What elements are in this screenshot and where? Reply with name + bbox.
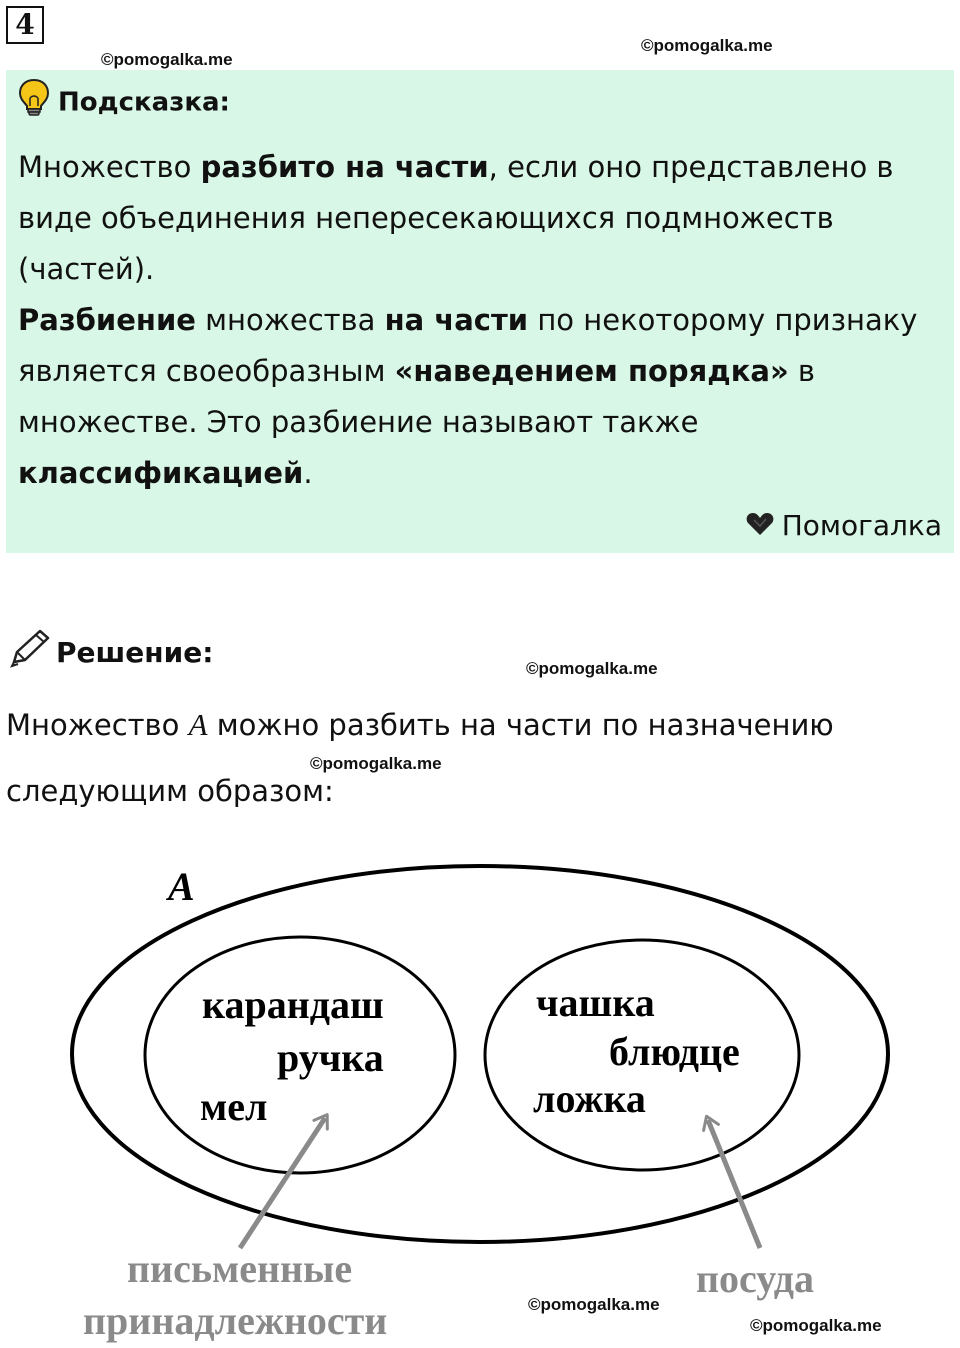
left-caption: принадлежности: [83, 1298, 388, 1343]
hint-text-segment: множества: [195, 303, 385, 337]
watermark: ©pomogalka.me: [310, 754, 442, 773]
hint-text-segment: в множестве. Это разбиение называют также: [18, 354, 816, 439]
pencil-icon: [8, 628, 52, 680]
left-arrow: [240, 1118, 325, 1248]
hint-bold-text: разбито на части: [200, 150, 489, 184]
heart-icon: [746, 507, 774, 547]
solution-title: [8, 628, 213, 680]
right-item: блюдце: [609, 1029, 740, 1074]
hint-title-text: Подсказка:: [58, 87, 230, 118]
watermark: ©pomogalka.me: [750, 1316, 882, 1335]
watermark: ©pomogalka.me: [101, 50, 233, 69]
set-a-label: A: [168, 864, 195, 909]
hint-title: [18, 78, 230, 128]
hint-text: [18, 142, 938, 499]
watermark: ©pomogalka.me: [641, 36, 773, 55]
hint-bold-text: на части: [384, 303, 529, 337]
hint-text-segment: , если оно представлено в виде объединения непересекающихся подмножеств (частей).: [18, 150, 894, 286]
set-a-ellipse: [72, 866, 888, 1242]
venn-diagram: [0, 850, 960, 1348]
right-caption: посуда: [696, 1256, 814, 1301]
left-caption: письменные: [127, 1246, 353, 1291]
set-name: A: [188, 707, 208, 742]
solution-text-after: можно разбить на части по назначению следующим образом:: [6, 708, 834, 808]
hint-bold-text: Разбиение: [18, 303, 196, 337]
left-item: карандаш: [202, 982, 384, 1027]
right-item: ложка: [533, 1076, 646, 1121]
pomogalka-signature: [746, 506, 942, 547]
right-item: чашка: [536, 980, 655, 1025]
signature-text: Помогалка: [781, 509, 942, 542]
left-item: ручка: [277, 1035, 384, 1080]
watermark: ©pomogalka.me: [528, 1295, 660, 1314]
watermark: ©pomogalka.me: [526, 659, 658, 678]
task-number: 4: [6, 6, 44, 44]
solution-title-text: Решение:: [56, 636, 214, 669]
hint-text-segment: Множество: [18, 150, 201, 184]
left-item: мел: [200, 1084, 268, 1129]
lightbulb-icon: [18, 78, 50, 128]
hint-bold-text: «наведением порядка»: [394, 354, 789, 388]
right-arrow: [708, 1120, 760, 1248]
solution-text: [6, 692, 946, 824]
solution-text-before: Множество: [6, 708, 189, 742]
hint-bold-text: классификацией: [18, 456, 304, 490]
hint-text-segment: по некоторому признаку является своеобразным: [18, 303, 918, 388]
hint-text-segment: .: [303, 456, 313, 490]
